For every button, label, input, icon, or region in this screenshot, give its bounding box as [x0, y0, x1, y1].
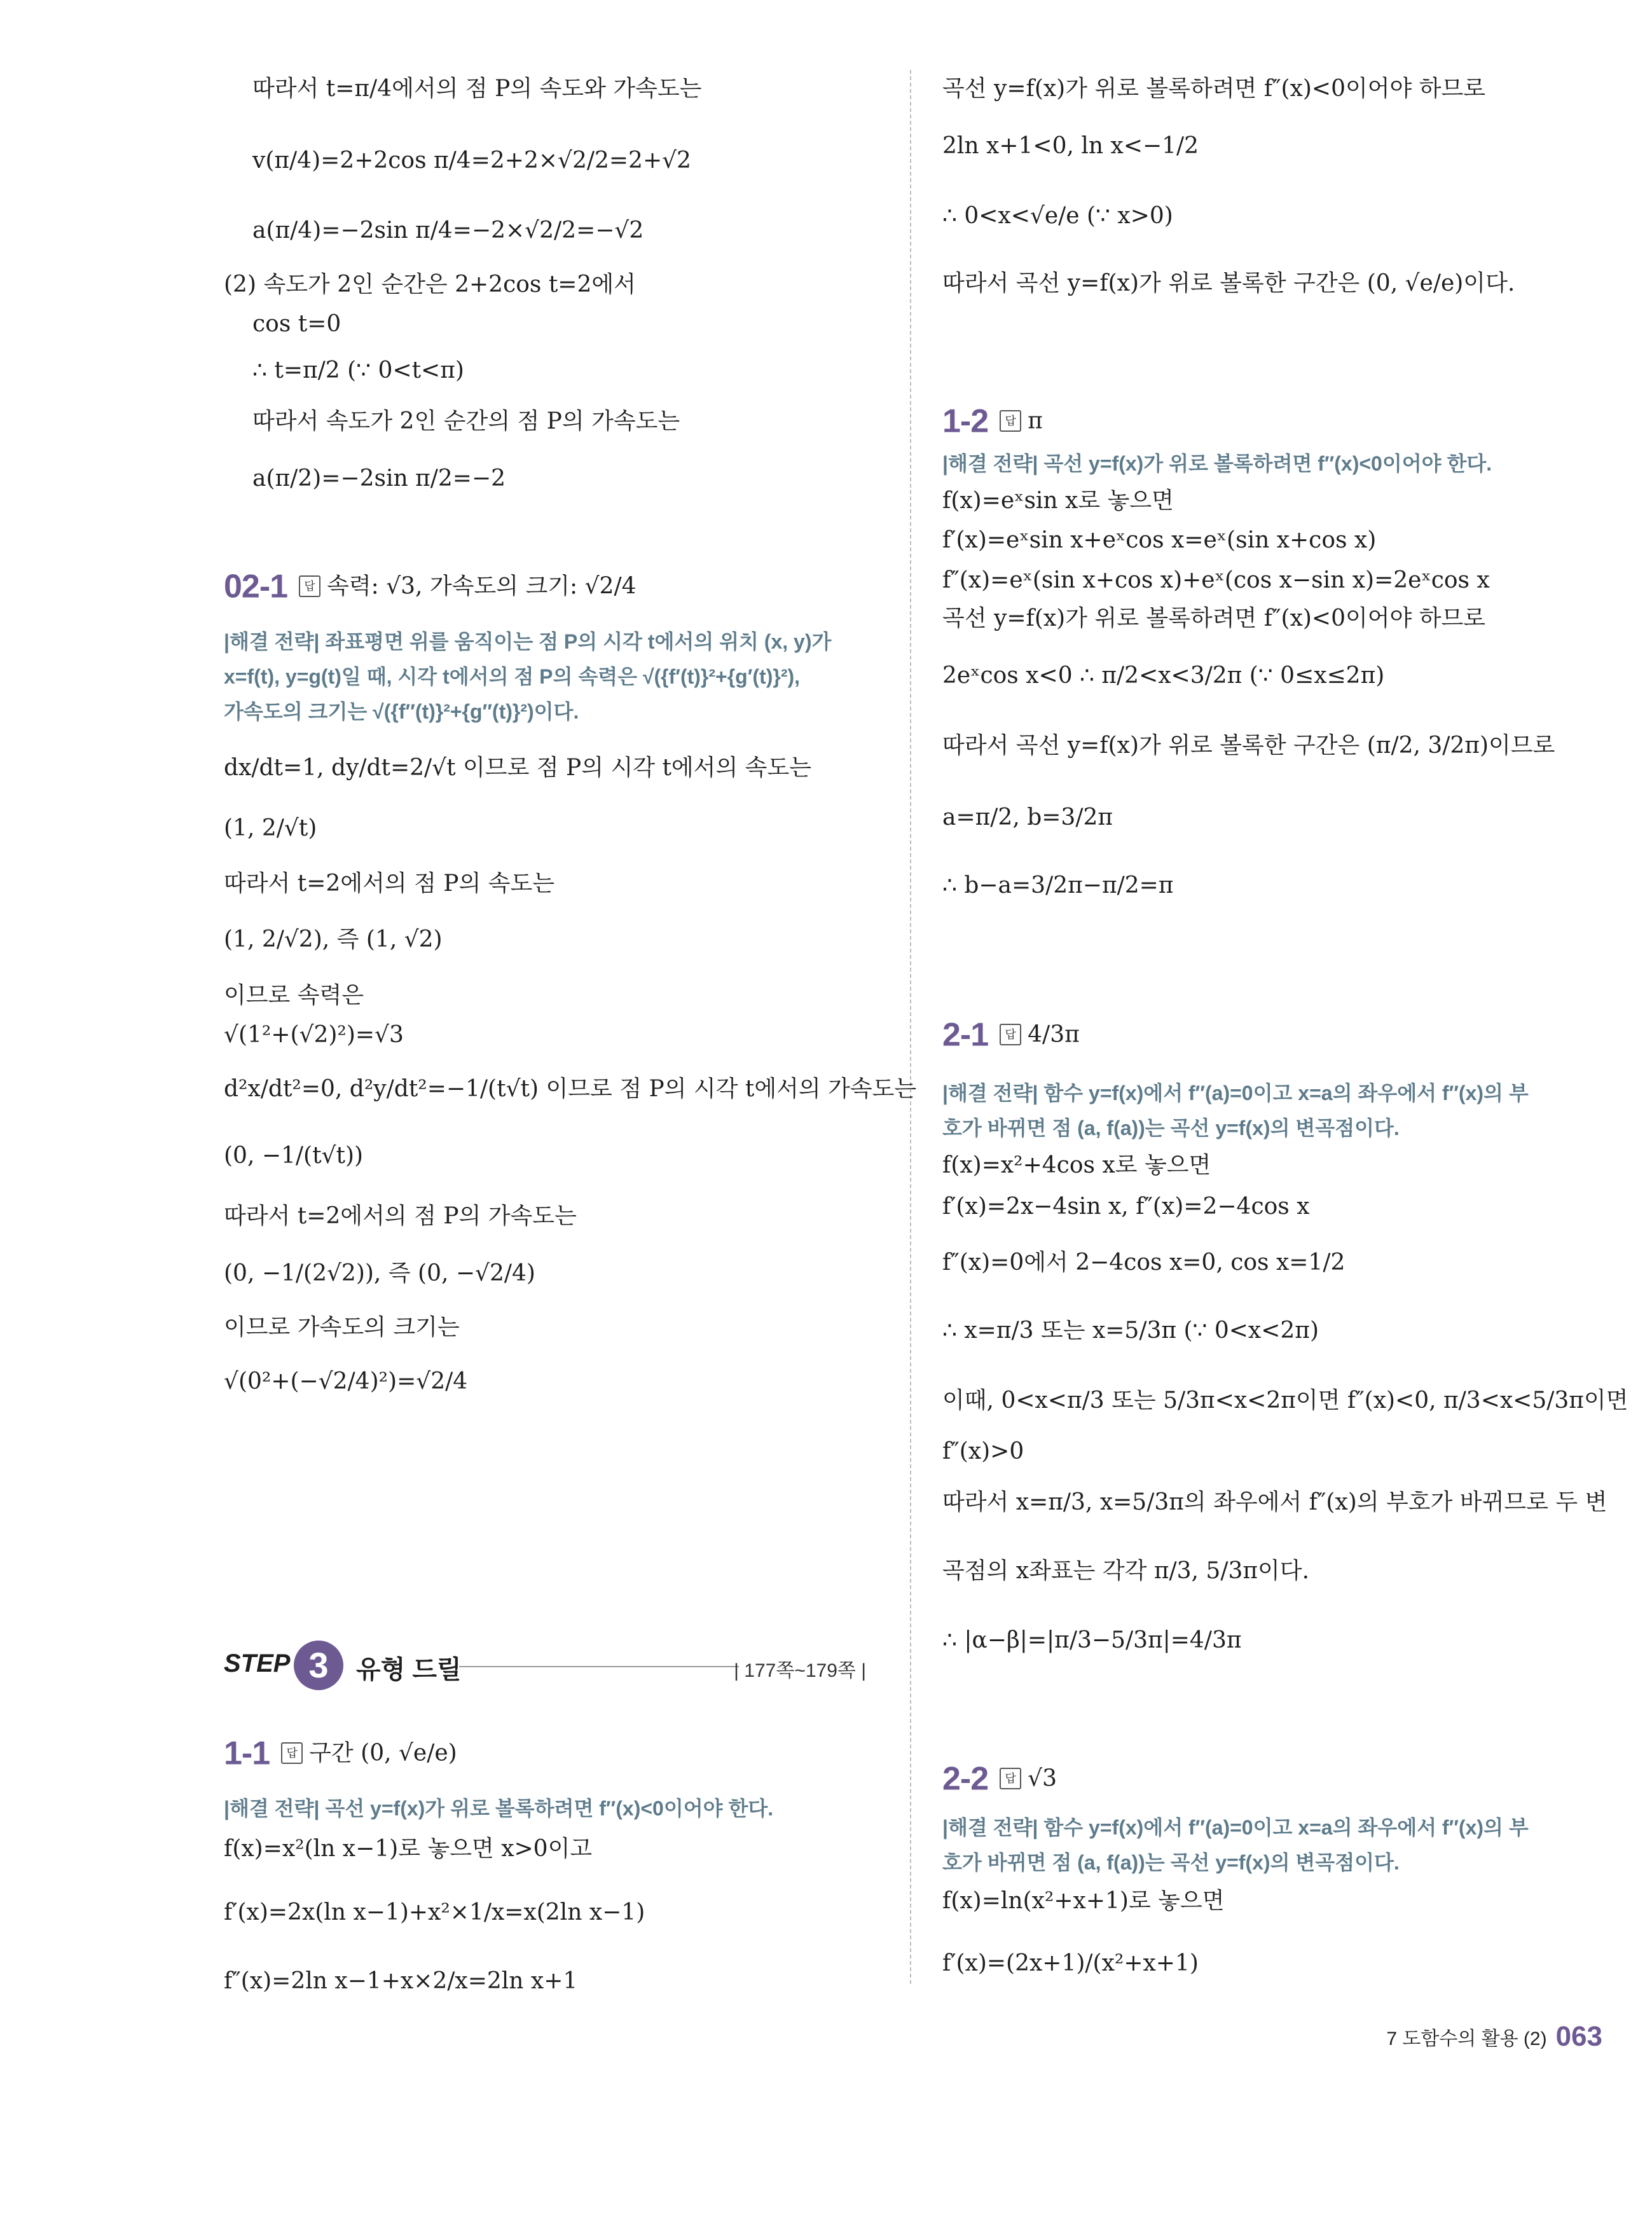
math-line: (0, −1/(t√t)) — [224, 1143, 364, 1169]
text-line: 따라서 t=π/4에서의 점 P의 속도와 가속도는 — [252, 76, 702, 102]
step-rule — [459, 1666, 739, 1667]
math-line: 2ln x+1<0, ln x<−1/2 — [942, 133, 1199, 159]
strategy-line: |해결 전략| 함수 y=f(x)에서 f″(a)=0이고 x=a의 좌우에서 f″(x)의 부 — [942, 1816, 1529, 1839]
answer-value: π — [1028, 408, 1043, 434]
math-line: dx/dt=1, dy/dt=2/√t 이므로 점 P의 시각 t에서의 속도는 — [224, 755, 812, 781]
text-line: 따라서 속도가 2인 순간의 점 P의 가속도는 — [252, 408, 680, 434]
strategy-line: |해결 전략| 좌표평면 위를 움직이는 점 P의 시각 t에서의 위치 (x, y)가 — [224, 630, 832, 653]
math-line: f′(x)=2x(ln x−1)+x²×1/x=x(2ln x−1) — [224, 1899, 645, 1925]
text-line: 곡점의 x좌표는 각각 π/3, 5/3π이다. — [942, 1558, 1310, 1584]
strategy-line: |해결 전략| 곡선 y=f(x)가 위로 볼록하려면 f″(x)<0이어야 한다. — [942, 452, 1492, 475]
text-line: 이므로 가속도의 크기는 — [224, 1314, 460, 1340]
math-line: f(x)=eˣsin x로 놓으면 — [942, 488, 1174, 514]
problem-header-2-2 — [942, 1755, 1057, 1801]
strategy-line: 가속도의 크기는 √({f″(t)}²+{g″(t)}²)이다. — [224, 700, 579, 723]
page-number: 063 — [1555, 2021, 1602, 2052]
math-line: f″(x)=0에서 2−4cos x=0, cos x=1/2 — [942, 1249, 1346, 1276]
math-line: ∴ x=π/3 또는 x=5/3π (∵ 0<x<2π) — [942, 1318, 1319, 1344]
math-line: f′(x)=eˣsin x+eˣcos x=eˣ(sin x+cos x) — [942, 527, 1377, 553]
step-pages: | 177쪽~179쪽 | — [734, 1660, 866, 1681]
problem-number: 02-1 — [224, 568, 288, 605]
problem-number: 1-2 — [942, 403, 989, 440]
answer-value: √3 — [1028, 1765, 1057, 1792]
math-line: f″(x)=eˣ(sin x+cos x)+eˣ(cos x−sin x)=2eˣcos x — [942, 567, 1490, 593]
strategy-line: |해결 전략| 함수 y=f(x)에서 f″(a)=0이고 x=a의 좌우에서 f″(x)의 부 — [942, 1082, 1529, 1105]
strategy-line: |해결 전략| 곡선 y=f(x)가 위로 볼록하려면 f″(x)<0이어야 한다. — [224, 1797, 774, 1820]
math-line: a(π/2)=−2sin π/2=−2 — [252, 465, 506, 492]
step-banner — [224, 1641, 866, 1691]
text-line: 곡선 y=f(x)가 위로 볼록하려면 f″(x)<0이어야 하므로 — [942, 605, 1486, 631]
math-line: √(1²+(√2)²)=√3 — [224, 1022, 404, 1048]
answer-badge: 답 — [281, 1742, 303, 1764]
strategy-line: 호가 바뀌면 점 (a, f(a))는 곡선 y=f(x)의 변곡점이다. — [942, 1851, 1400, 1874]
math-line: (1, 2/√t) — [224, 815, 317, 841]
page-footer — [1386, 2021, 1602, 2053]
step-title: 유형 드릴 — [356, 1656, 462, 1684]
math-line: f′(x)=2x−4sin x, f″(x)=2−4cos x — [942, 1194, 1310, 1220]
strategy-line: x=f(t), y=g(t)일 때, 시각 t에서의 점 P의 속력은 √({f′(t)}²+{g′(t)}²), — [224, 665, 801, 688]
text-line: 따라서 t=2에서의 점 P의 속도는 — [224, 871, 555, 897]
math-line: (0, −1/(2√2)), 즉 (0, −√2/4) — [224, 1260, 535, 1286]
math-line: √(0²+(−√2/4)²)=√2/4 — [224, 1368, 468, 1394]
math-line: ∴ b−a=3/2π−π/2=π — [942, 872, 1174, 898]
math-line: f″(x)=2ln x−1+x×2/x=2ln x+1 — [224, 1968, 578, 1994]
step-number: 3 — [294, 1641, 343, 1690]
problem-number: 2-1 — [942, 1016, 989, 1054]
answer-value: 구간 (0, √e/e) — [309, 1740, 457, 1766]
step-label: STEP — [224, 1649, 291, 1677]
math-line: ∴ 0<x<√e/e (∵ x>0) — [942, 203, 1173, 229]
text-line: 이므로 속력은 — [224, 982, 364, 1008]
strategy-line: 호가 바뀌면 점 (a, f(a))는 곡선 y=f(x)의 변곡점이다. — [942, 1117, 1400, 1139]
math-line: f′(x)=(2x+1)/(x²+x+1) — [942, 1950, 1199, 1976]
text-line: 따라서 t=2에서의 점 P의 가속도는 — [224, 1203, 577, 1229]
math-line: d²x/dt²=0, d²y/dt²=−1/(t√t) 이므로 점 P의 시각 t에서의 가속도는 — [224, 1076, 917, 1102]
math-line: a(π/4)=−2sin π/4=−2×√2/2=−√2 — [252, 217, 644, 244]
math-line: a=π/2, b=3/2π — [942, 804, 1113, 830]
text-line: 따라서 곡선 y=f(x)가 위로 볼록한 구간은 (π/2, 3/2π)이므로 — [942, 733, 1555, 759]
math-line: cos t=0 — [252, 311, 341, 337]
problem-number: 1-1 — [224, 1735, 270, 1772]
math-line: ∴ |α−β|=|π/3−5/3π|=4/3π — [942, 1627, 1242, 1653]
text-line: (2) 속도가 2인 순간은 2+2cos t=2에서 — [224, 272, 636, 298]
problem-header-1-1 — [224, 1730, 457, 1775]
math-line: f″(x)>0 — [942, 1438, 1024, 1464]
text-line: 곡선 y=f(x)가 위로 볼록하려면 f″(x)<0이어야 하므로 — [942, 76, 1486, 102]
answer-badge: 답 — [1000, 1024, 1021, 1045]
math-line: f(x)=x²+4cos x로 놓으면 — [942, 1152, 1211, 1178]
problem-number: 2-2 — [942, 1760, 989, 1798]
answer-badge: 답 — [1000, 1768, 1021, 1789]
problem-header-2-1 — [942, 1011, 1080, 1057]
math-line: f(x)=ln(x²+x+1)로 놓으면 — [942, 1888, 1225, 1914]
chapter-title: 7 도함수의 활용 (2) — [1386, 2028, 1547, 2049]
math-line: 이때, 0<x<π/3 또는 5/3π<x<2π이면 f″(x)<0, π/3<x<5/3π이면 — [942, 1387, 1628, 1414]
math-line: (1, 2/√2), 즉 (1, √2) — [224, 926, 443, 953]
answer-value: 속력: √3, 가속도의 크기: √2/4 — [327, 573, 637, 600]
math-line: f(x)=x²(ln x−1)로 놓으면 x>0이고 — [224, 1836, 593, 1862]
math-line: v(π/4)=2+2cos π/4=2+2×√2/2=2+√2 — [252, 148, 691, 174]
answer-badge: 답 — [299, 575, 320, 597]
answer-value: 4/3π — [1028, 1021, 1080, 1048]
problem-header-02-1 — [224, 563, 636, 609]
text-line: 따라서 x=π/3, x=5/3π의 좌우에서 f″(x)의 부호가 바뀌므로 두 변 — [942, 1489, 1607, 1515]
answer-badge: 답 — [1000, 410, 1021, 432]
problem-header-1-2 — [942, 397, 1043, 443]
text-line: 따라서 곡선 y=f(x)가 위로 볼록한 구간은 (0, √e/e)이다. — [942, 270, 1515, 296]
column-divider — [910, 70, 911, 1984]
math-line: 2eˣcos x<0 ∴ π/2<x<3/2π (∵ 0≤x≤2π) — [942, 663, 1385, 689]
math-line: ∴ t=π/2 (∵ 0<t<π) — [252, 357, 464, 383]
